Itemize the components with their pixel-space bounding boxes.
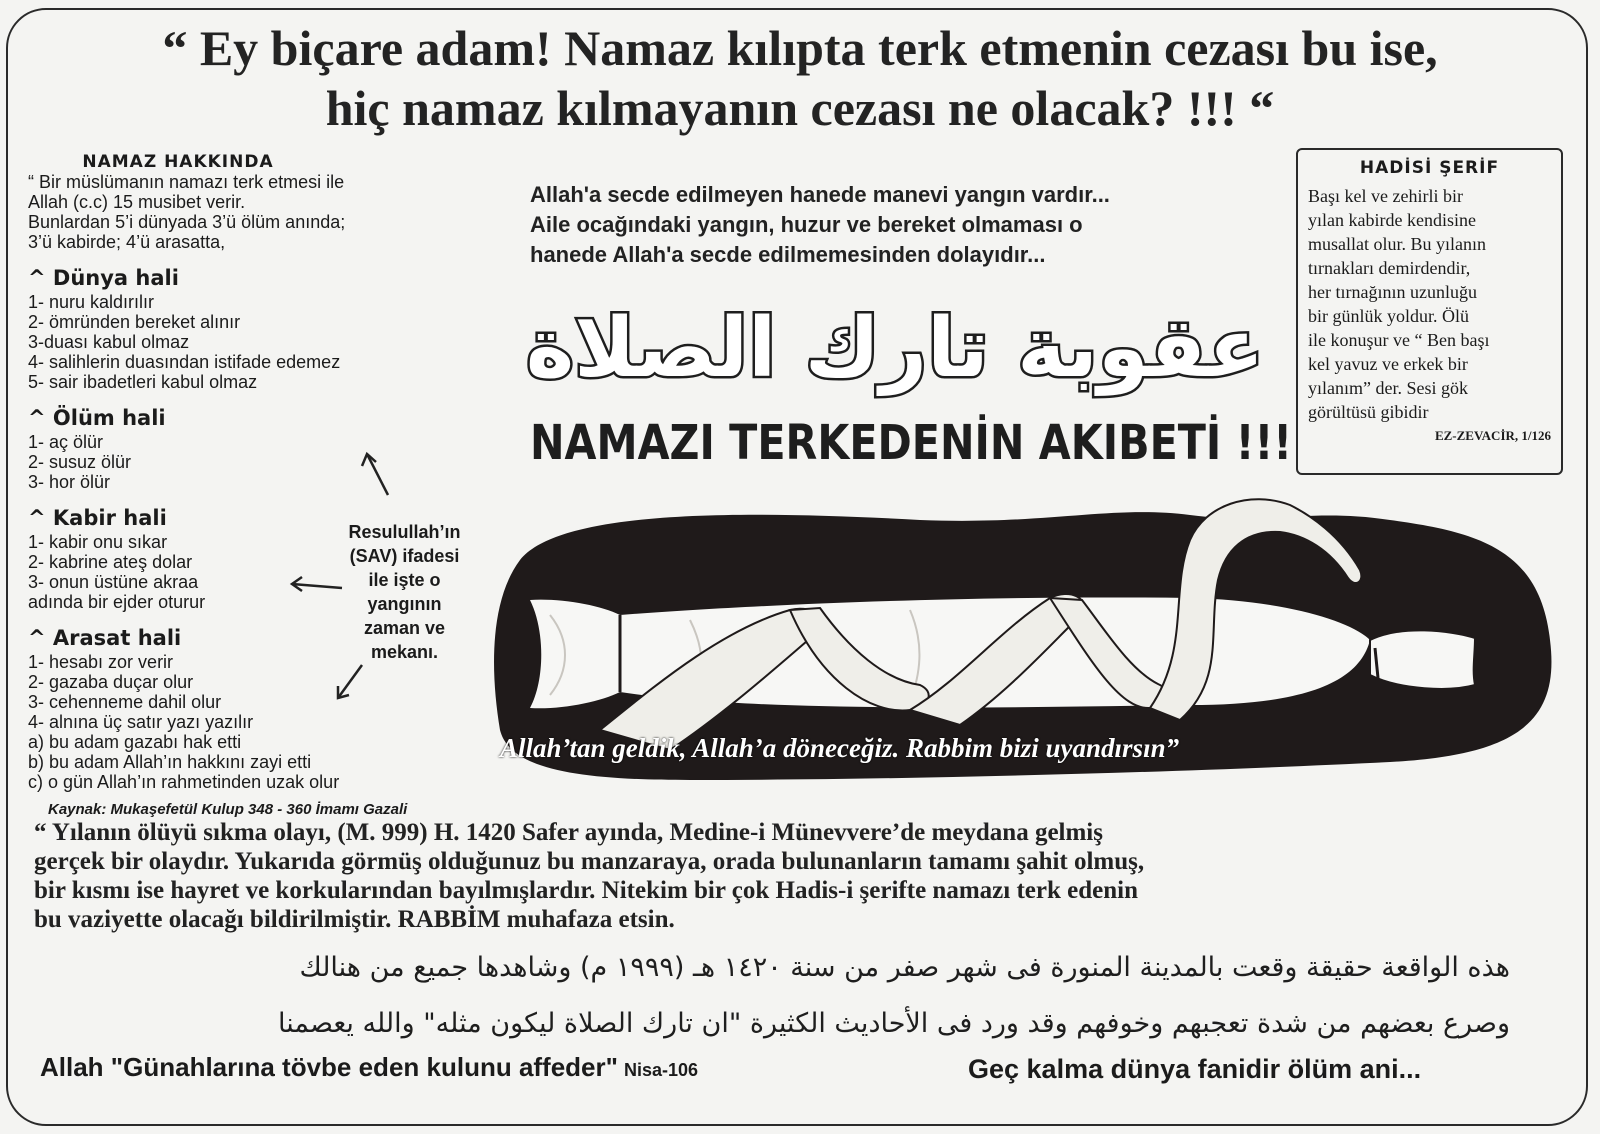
list-item: 2- susuz ölür <box>28 452 132 472</box>
list-item: 4- alnına üç satır yazı yazılır <box>28 712 254 732</box>
footer-verse-ref: Nisa-106 <box>623 1060 699 1080</box>
list-item: 1- kabir onu sıkar <box>28 532 168 552</box>
list-item: 3- hor ölür <box>28 472 111 492</box>
hadis-title: HADİSİ ŞERİF <box>1359 158 1500 178</box>
center-intro <box>530 180 1290 270</box>
story-line: “ Yılanın ölüyü sıkma olayı, (M. 999) H. 1420 Safer ayında, Medine-i Münevvere’de meydana gelmiş <box>34 819 1103 846</box>
list-item: 3-duası kabul olmaz <box>28 332 190 352</box>
story-line: gerçek bir olaydır. Yukarıda görmüş olduğunuz bu manzaraya, orada bulunanların tamamı şahit olmuş, <box>34 848 1145 875</box>
headline-line-2: hiç namaz kılmayanın cezası ne olacak? !!! “ <box>325 80 1275 136</box>
main-title: NAMAZI TERKEDENİN AKIBETİ !!! <box>530 415 1293 471</box>
hadis-line: her tırnağının uzunluğu <box>1308 282 1477 302</box>
headline-line-1: “ Ey biçare adam! Namaz kılıpta terk etmenin cezası bu ise, <box>162 20 1438 76</box>
annotation-line: ile işte o <box>368 570 441 590</box>
arabic-line: هذه الواقعة حقيقة وقعت بالمدينة المنورة فى شهر صفر من سنة ١٤٢٠ هـ (١٩٩٩ م) وشاهدها جميع من هنالك <box>299 952 1510 983</box>
footer-verse-text: Allah "Günahlarına tövbe eden kulunu affeder" <box>40 1052 618 1082</box>
list-item: 3- onun üstüne akraa <box>28 572 199 592</box>
list-item: a) bu adam gazabı hak etti <box>28 732 242 752</box>
center-intro-line: hanede Allah'a secde edilmemesinden dolayıdır... <box>530 242 1046 267</box>
illustration-caption: Allah’tan geldik, Allah’a döneceğiz. Rabbim bizi uyandırsın” <box>500 733 1180 763</box>
hadis-line: yılanım” der. Sesi gök <box>1308 378 1468 398</box>
hadis-source: EZ-ZEVACİR, 1/126 <box>1434 428 1551 443</box>
left-column-title: NAMAZ HAKKINDA <box>82 152 274 172</box>
list-item: 4- salihlerin duasından istifade edemez <box>28 352 341 372</box>
intro-line: “ Bir müslümanın namazı terk etmesi ile <box>28 172 345 192</box>
intro-line: Allah (c.c) 15 musibet verir. <box>28 192 246 212</box>
headline <box>20 18 1580 138</box>
hadis-line: tırnakları demirdendir, <box>1308 258 1471 278</box>
section-heading-olum: ^ Ölüm hali <box>28 406 166 430</box>
arabic-paragraph <box>30 940 1510 1052</box>
annotation-line: yangının <box>367 594 442 614</box>
annotation-line: zaman ve <box>363 618 446 638</box>
hadis-body <box>1308 184 1551 424</box>
list-item: b) bu adam Allah’ın hakkını zayi etti <box>28 752 312 772</box>
arrow-up-icon <box>367 454 388 495</box>
section-heading-dunya: ^ Dünya hali <box>28 266 179 290</box>
hadis-line: ile konuşur ve “ Ben başı <box>1308 330 1490 350</box>
story-line: bu vaziyette olacağı bildirilmiştir. RABBİM muhafaza etsin. <box>34 906 675 933</box>
hadis-line: kel yavuz ve erkek bir <box>1308 354 1468 374</box>
annotation-line: (SAV) ifadesi <box>349 546 460 566</box>
intro-block <box>28 172 488 252</box>
hadis-line: musallat olur. Bu yılanın <box>1308 234 1486 254</box>
list-item: 1- nuru kaldırılır <box>28 292 155 312</box>
section-heading-arasat: ^ Arasat hali <box>28 626 182 650</box>
list-item: 1- aç ölür <box>28 432 104 452</box>
list-item: 2- gazaba duçar olur <box>28 672 194 692</box>
hadis-line: görültüsü gibidir <box>1308 402 1429 422</box>
hadis-line: yılan kabirde kendisine <box>1308 210 1476 230</box>
intro-line: 3’ü kabirde; 4’ü arasatta, <box>28 232 226 252</box>
list-item: 2- ömründen bereket alınır <box>28 312 241 332</box>
annotation-line: mekanı. <box>370 642 439 662</box>
list-item: 3- cehenneme dahil olur <box>28 692 222 712</box>
list-item: 1- hesabı zor verir <box>28 652 174 672</box>
hadis-line: Başı kel ve zehirli bir <box>1308 186 1463 206</box>
source-citation: Kaynak: Mukaşefetül Kulup 348 - 360 İmamı Gazali <box>48 801 408 818</box>
intro-line: Bunlardan 5’i dünyada 3’ü ölüm anında; <box>28 212 346 232</box>
arabic-title-text: عقوبة تارك الصلاة <box>525 301 1265 396</box>
arabic-line: وصرع بعضهم من شدة تعجبهم وخوفهم وقد ورد فى الأحاديث الكثيرة "ان تارك الصلاة ليكون مثله" والله يعصمنا <box>277 1008 1510 1039</box>
footer-verse <box>40 1052 698 1083</box>
center-intro-line: Aile ocağındaki yangın, huzur ve bereket olmaması o <box>530 212 1083 237</box>
list-item: 5- sair ibadetleri kabul olmaz <box>28 372 258 392</box>
story-line: bir kısmı ise hayret ve korkularından bayılmışlardır. Nitekim bir çok Hadis-i şerifte namazı terk edenin <box>34 877 1138 904</box>
list-item: adında bir ejder oturur <box>28 592 206 612</box>
center-intro-line: Allah'a secde edilmeyen hanede manevi yangın vardır... <box>530 182 1110 207</box>
annotation-text <box>322 520 487 664</box>
shroud-head-end <box>1370 630 1475 689</box>
hadis-line: bir günlük yoldur. Ölü <box>1308 306 1469 326</box>
arrow-down-icon <box>338 665 362 698</box>
footer-warning: Geç kalma dünya fanidir ölüm ani... <box>968 1054 1422 1084</box>
list-item: 2- kabrine ateş dolar <box>28 552 193 572</box>
annotation-line: Resulullah’ın <box>348 522 461 542</box>
arabic-title-graphic <box>525 292 1265 402</box>
list-item: c) o gün Allah’ın rahmetinden uzak olur <box>28 772 340 792</box>
hadis-box <box>1296 148 1563 475</box>
story-paragraph <box>34 818 1574 934</box>
section-heading-kabir: ^ Kabir hali <box>28 506 167 530</box>
